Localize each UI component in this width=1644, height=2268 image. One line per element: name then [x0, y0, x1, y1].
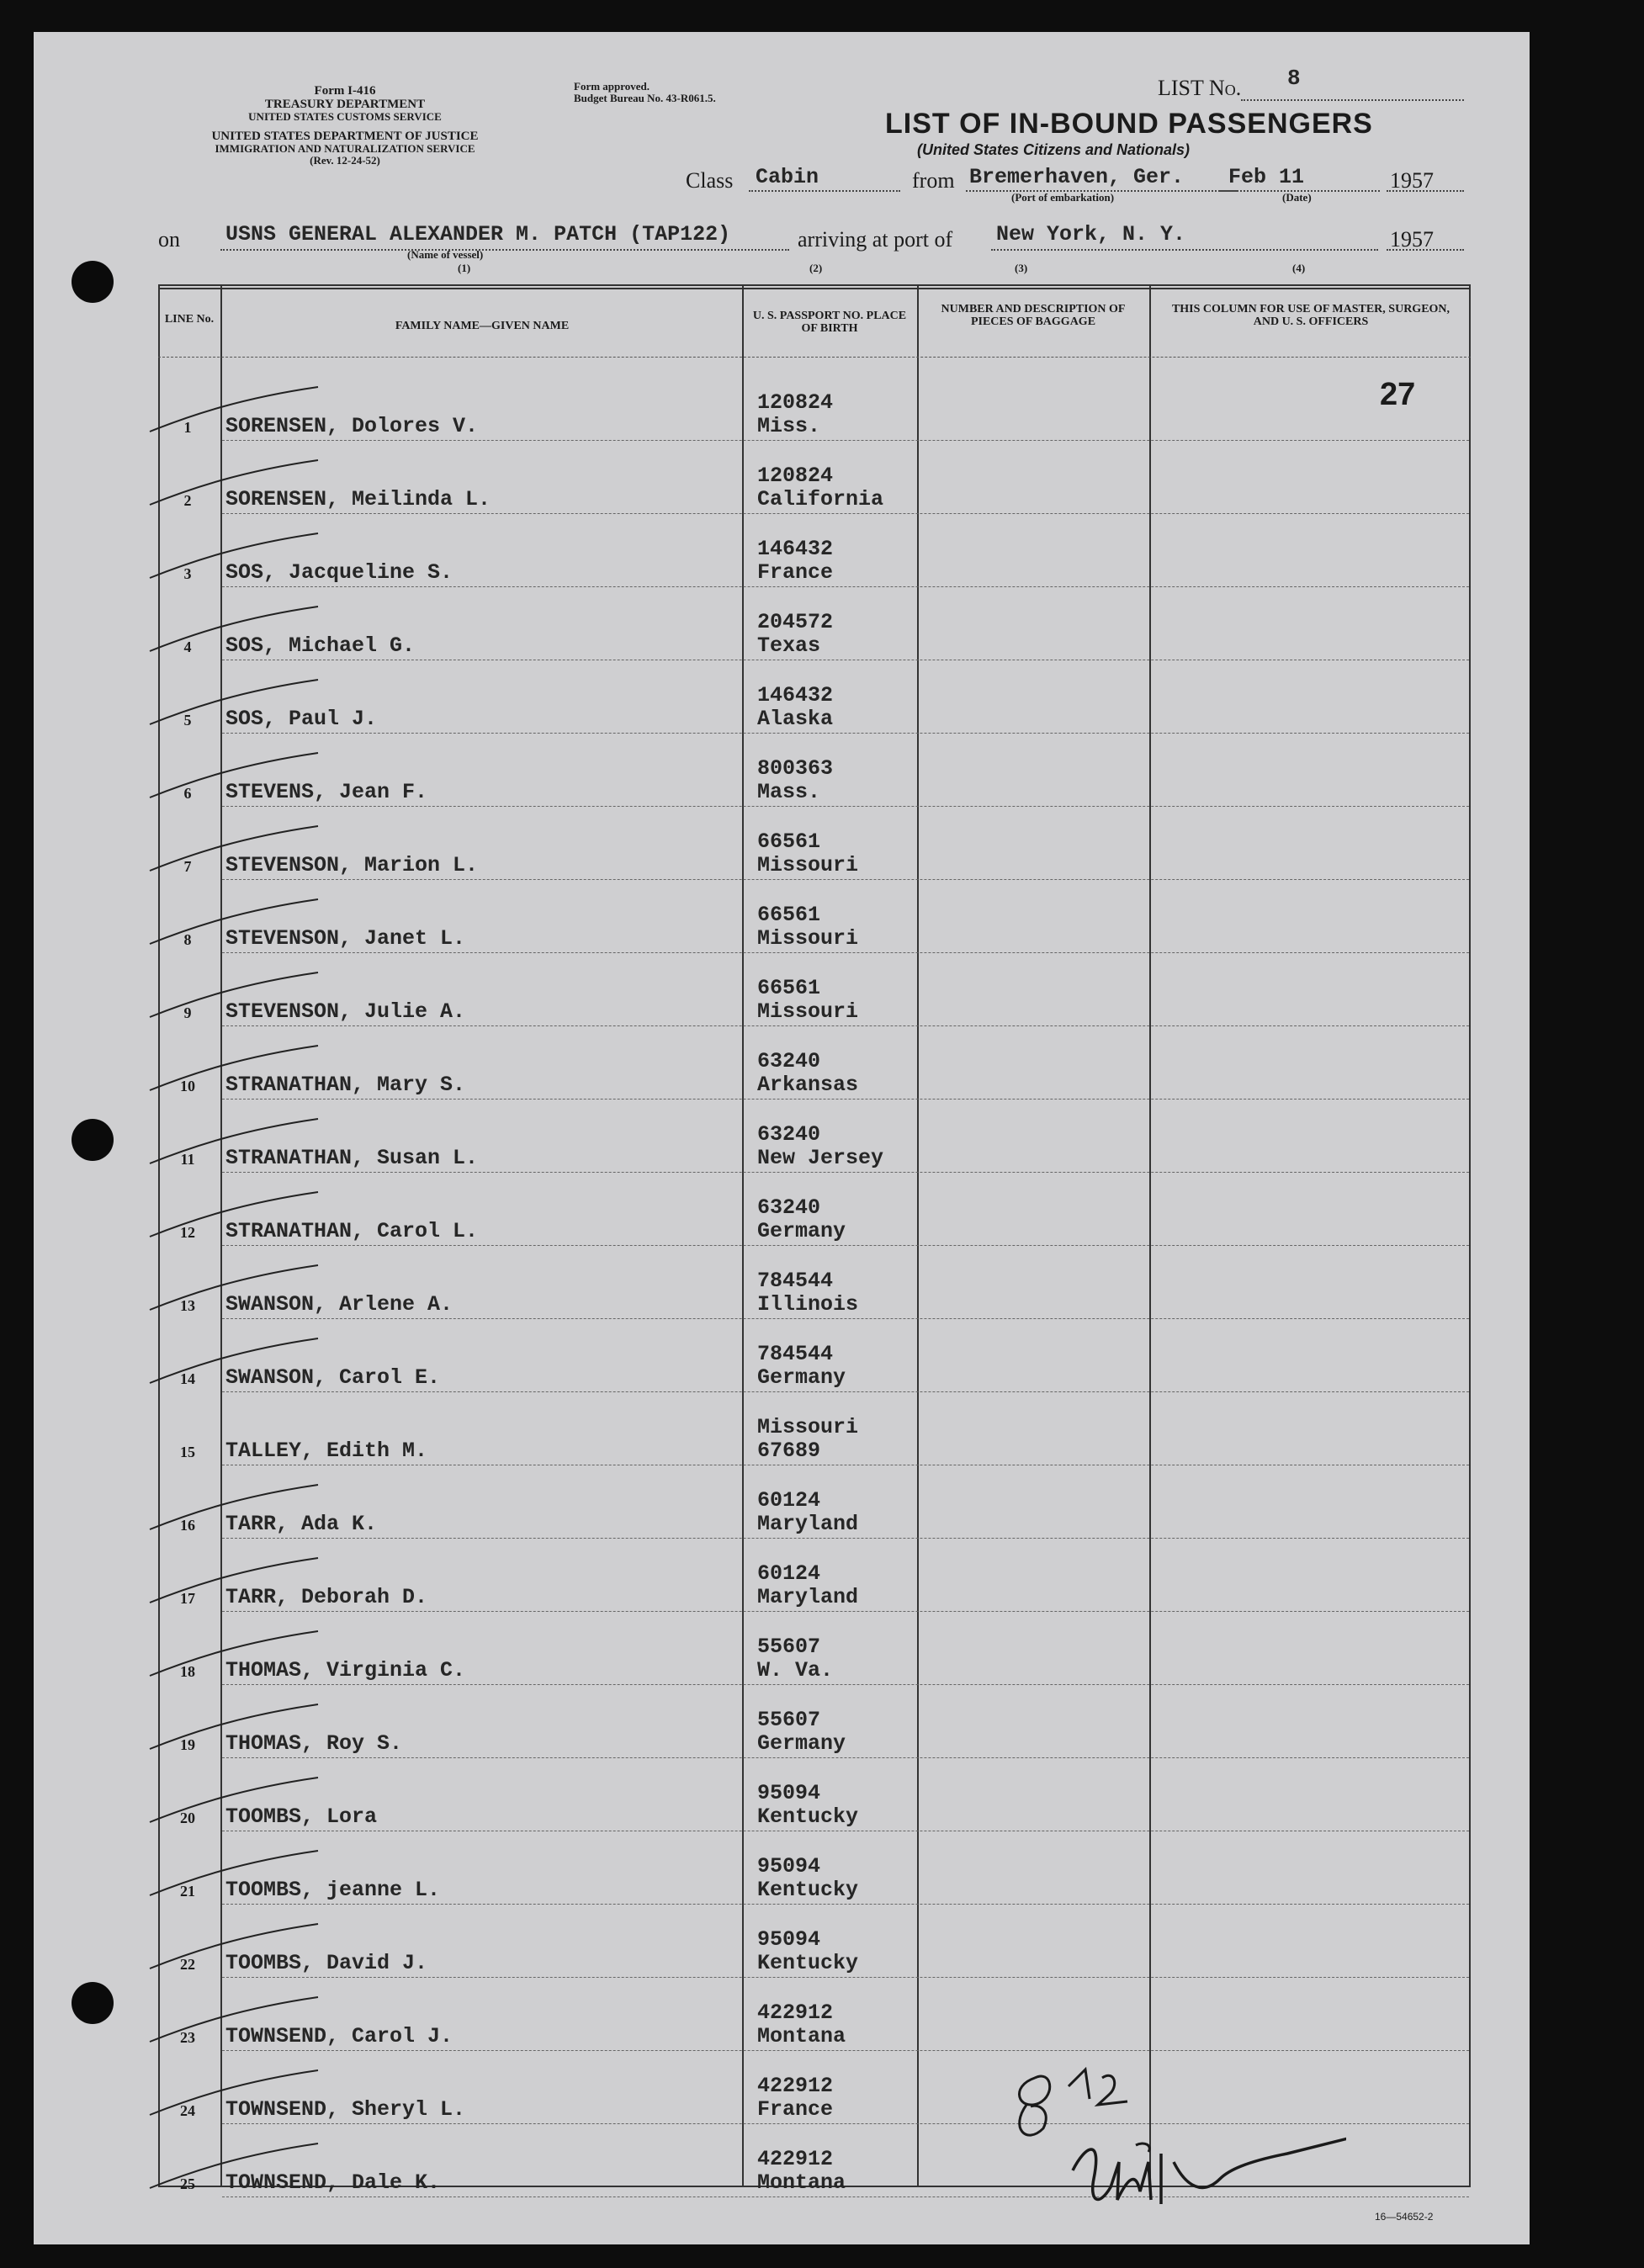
year-1-underline: [1387, 190, 1464, 192]
row-passenger-name: TOOMBS, David J.: [225, 1951, 428, 1975]
row-line-number: 13: [180, 1297, 195, 1314]
row-separator: [222, 1611, 1469, 1612]
check-mark-stroke: [141, 2069, 326, 2119]
check-mark-stroke: [141, 751, 326, 802]
passenger-table: [158, 284, 1471, 2195]
row-passport-cell: [757, 611, 833, 658]
row-place-of-birth: Kentucky: [757, 1804, 859, 1829]
row-place-of-birth: Missouri: [757, 999, 859, 1024]
arriving-label: arriving at port of: [798, 227, 953, 252]
row-passport-cell: [757, 1562, 858, 1609]
row-passport-cell: [757, 684, 833, 731]
row-passport-number: 204572: [757, 610, 834, 634]
row-passport-cell: [757, 1416, 858, 1463]
row-line-number: 20: [180, 1810, 195, 1826]
col-num-1: (1): [458, 262, 471, 274]
table-row: [158, 515, 1471, 588]
row-passport-cell: [757, 830, 858, 877]
row-passport-cell: [757, 2148, 846, 2195]
row-separator: [222, 1172, 1469, 1173]
punch-hole: [72, 1982, 114, 2024]
vessel-underline: [220, 249, 789, 251]
row-line-number: 19: [180, 1736, 195, 1753]
check-mark-stroke: [141, 385, 326, 436]
row-passport-cell: [757, 1489, 858, 1536]
row-passenger-name: TOOMBS, Lora: [225, 1804, 378, 1829]
row-line-number: 22: [180, 1956, 195, 1973]
check-mark-stroke: [141, 1922, 326, 1973]
row-place-of-birth: W. Va.: [757, 1658, 834, 1682]
row-place-of-birth: Montana: [757, 2024, 846, 2048]
arrival-underline: [991, 249, 1378, 251]
row-passenger-name: TOWNSEND, Dale K.: [225, 2170, 441, 2195]
row-line-number: 18: [180, 1663, 195, 1680]
table-row: [158, 954, 1471, 1027]
row-line-number: 4: [183, 639, 192, 655]
class-label: Class: [686, 168, 734, 193]
row-line-number: 1: [183, 419, 192, 436]
row-passenger-name: STRANATHAN, Carol L.: [225, 1219, 479, 1243]
row-passport-cell: [757, 2001, 846, 2048]
row-passport-number: 146432: [757, 537, 834, 561]
check-mark-stroke: [141, 1483, 326, 1534]
table-row: [158, 1247, 1471, 1320]
handwritten-signature: [993, 2053, 1346, 2238]
row-place-of-birth: Kentucky: [757, 1878, 859, 1902]
row-place-of-birth: Maryland: [757, 1512, 859, 1536]
row-passenger-name: TOWNSEND, Carol J.: [225, 2024, 453, 2048]
row-passport-cell: [757, 1123, 883, 1170]
table-row: [158, 734, 1471, 808]
row-passenger-name: SOS, Michael G.: [225, 633, 416, 658]
table-row: [158, 1466, 1471, 1539]
page-subtitle: (United States Citizens and Nationals): [917, 141, 1191, 158]
form-approval: [574, 81, 716, 104]
table-row: [158, 1759, 1471, 1832]
row-passport-cell: [757, 1269, 858, 1317]
row-passenger-name: SOS, Paul J.: [225, 707, 378, 731]
col-num-3: (3): [1015, 262, 1028, 274]
row-passport-number: 120824: [757, 464, 834, 488]
row-passenger-name: THOMAS, Virginia C.: [225, 1658, 466, 1682]
row-place-of-birth: New Jersey: [757, 1146, 884, 1170]
treasury-dept: TREASURY DEPARTMENT: [264, 98, 426, 111]
table-row: [158, 1100, 1471, 1174]
row-passport-number: 120824: [757, 390, 834, 415]
row-passport-number: 60124: [757, 1561, 821, 1586]
row-passenger-name: TARR, Ada K.: [225, 1512, 378, 1536]
approved-text: Form approved.: [574, 80, 650, 93]
year-2-underline: [1387, 249, 1464, 251]
row-line-number: 7: [183, 858, 192, 875]
row-passport-cell: [757, 1709, 846, 1756]
list-no-value: 8: [1287, 66, 1301, 91]
check-mark-stroke: [141, 1849, 326, 1900]
row-passport-cell: [757, 977, 858, 1024]
row-passport-number: 95094: [757, 1854, 821, 1879]
row-separator: [222, 952, 1469, 953]
row-passport-number: 422912: [757, 2074, 834, 2098]
row-separator: [222, 733, 1469, 734]
bureau-number: Budget Bureau No. 43-R061.5.: [574, 92, 716, 104]
row-line-number: 21: [180, 1883, 195, 1900]
check-mark-stroke: [141, 1190, 326, 1241]
row-place-of-birth: Mass.: [757, 780, 821, 804]
header-baggage: NUMBER AND DESCRIPTION OF PIECES OF BAGGAGE: [941, 303, 1126, 328]
row-passport-cell: [757, 391, 833, 438]
row-separator: [222, 513, 1469, 514]
row-passport-number: 146432: [757, 683, 834, 707]
row-passenger-name: TARR, Deborah D.: [225, 1585, 428, 1609]
row-passport-cell: [757, 757, 833, 804]
table-row: [158, 588, 1471, 661]
revision-date: (Rev. 12-24-52): [310, 154, 380, 167]
row-line-number: 6: [183, 785, 192, 802]
punch-hole: [72, 1119, 114, 1161]
row-passport-number: 63240: [757, 1195, 821, 1220]
table-row: [158, 1686, 1471, 1759]
row-place-of-birth: Germany: [757, 1365, 846, 1390]
table-row: [158, 1905, 1471, 1979]
row-place-of-birth: Texas: [757, 633, 821, 658]
table-row: [158, 1539, 1471, 1613]
row-passport-cell: [757, 1855, 858, 1902]
row-passenger-name: SOS, Jacqueline S.: [225, 560, 453, 585]
date-caption: (Date): [1282, 191, 1312, 204]
customs-service: UNITED STATES CUSTOMS SERVICE: [248, 110, 442, 123]
year-2: 1957: [1390, 227, 1434, 252]
date-value: Feb 11: [1228, 165, 1305, 189]
row-line-number: 23: [180, 2029, 195, 2046]
row-passenger-name: SWANSON, Carol E.: [225, 1365, 441, 1390]
row-passport-number: 63240: [757, 1049, 821, 1073]
table-row: [158, 881, 1471, 954]
row-passport-number: 66561: [757, 903, 821, 927]
row-line-number: 17: [180, 1590, 195, 1607]
check-mark-stroke: [141, 1337, 326, 1387]
row-passport-cell: [757, 1050, 858, 1097]
row-separator: [222, 1391, 1469, 1392]
list-no-underline: [1241, 99, 1464, 101]
row-separator: [222, 1025, 1469, 1026]
year-1: 1957: [1390, 168, 1434, 193]
row-passport-number: 784544: [757, 1342, 834, 1366]
row-place-of-birth: Germany: [757, 1219, 846, 1243]
row-place-of-birth: Missouri: [757, 853, 859, 877]
check-mark-stroke: [141, 824, 326, 875]
check-mark-stroke: [141, 1264, 326, 1314]
row-passport-cell: [757, 2075, 833, 2122]
row-passport-cell: [757, 1782, 858, 1829]
row-separator: [222, 1538, 1469, 1539]
row-line-number: 14: [180, 1370, 195, 1387]
row-separator: [222, 1977, 1469, 1978]
header-passport: U. S. PASSPORT NO. PLACE OF BIRTH: [752, 310, 907, 335]
row-place-of-birth: Missouri: [757, 926, 859, 951]
table-row: [158, 1393, 1471, 1466]
row-passport-number: 66561: [757, 829, 821, 854]
row-line-number: 9: [183, 1004, 192, 1021]
punch-hole: [72, 261, 114, 303]
row-passport-cell: [757, 1928, 858, 1975]
table-row: [158, 442, 1471, 515]
from-value: Bremerhaven, Ger.: [969, 165, 1185, 189]
check-mark-stroke: [141, 1117, 326, 1168]
vessel-name: USNS GENERAL ALEXANDER M. PATCH (TAP122): [225, 222, 731, 246]
row-separator: [222, 1904, 1469, 1905]
row-passport-cell: [757, 1196, 846, 1243]
row-separator: [222, 806, 1469, 807]
check-mark-stroke: [141, 1703, 326, 1753]
check-mark-stroke: [141, 1629, 326, 1680]
row-passport-number: Missouri: [757, 1415, 859, 1439]
row-passport-number: 800363: [757, 756, 834, 781]
row-line-number: 8: [183, 931, 192, 948]
row-place-of-birth: Germany: [757, 1731, 846, 1756]
row-passenger-name: STEVENSON, Julie A.: [225, 999, 466, 1024]
table-row: [158, 808, 1471, 881]
check-mark-stroke: [141, 605, 326, 655]
row-line-number: 25: [180, 2175, 195, 2192]
vessel-caption: (Name of vessel): [407, 248, 484, 261]
row-passenger-name: SWANSON, Arlene A.: [225, 1292, 453, 1317]
class-value: Cabin: [756, 165, 819, 189]
row-place-of-birth: Arkansas: [757, 1073, 859, 1097]
row-separator: [222, 586, 1469, 587]
row-separator: [222, 440, 1469, 441]
row-separator: [222, 1684, 1469, 1685]
row-passenger-name: TOWNSEND, Sheryl L.: [225, 2097, 466, 2122]
count-annotation: 27: [1380, 377, 1416, 412]
row-separator: [222, 1099, 1469, 1100]
row-passport-cell: [757, 1635, 833, 1682]
header-officers: THIS COLUMN FOR USE OF MASTER, SURGEON, AND U. S. OFFICERS: [1171, 303, 1450, 328]
check-mark-stroke: [141, 2142, 326, 2192]
row-passenger-name: STEVENS, Jean F.: [225, 780, 428, 804]
row-line-number: 11: [180, 1151, 195, 1168]
header-bottom-line: [158, 357, 1471, 358]
check-mark-stroke: [141, 1556, 326, 1607]
row-place-of-birth: California: [757, 487, 884, 511]
port-embark-caption: (Port of embarkation): [1011, 191, 1115, 204]
justice-dept: UNITED STATES DEPARTMENT OF JUSTICE: [211, 130, 479, 143]
row-passenger-name: TALLEY, Edith M.: [225, 1439, 428, 1463]
row-passport-number: 95094: [757, 1781, 821, 1805]
check-mark-stroke: [141, 898, 326, 948]
row-passenger-name: STRANATHAN, Mary S.: [225, 1073, 466, 1097]
check-mark-stroke: [141, 971, 326, 1021]
row-passport-number: 66561: [757, 976, 821, 1000]
row-passport-number: 55607: [757, 1708, 821, 1732]
row-passport-number: 60124: [757, 1488, 821, 1513]
row-separator: [222, 1757, 1469, 1758]
check-mark-stroke: [141, 532, 326, 582]
row-place-of-birth: Maryland: [757, 1585, 859, 1609]
col-num-2: (2): [809, 262, 823, 274]
row-place-of-birth: Kentucky: [757, 1951, 859, 1975]
row-passenger-name: STEVENSON, Marion L.: [225, 853, 479, 877]
row-passport-number: 55607: [757, 1635, 821, 1659]
header-line-no: LINE No.: [164, 313, 215, 326]
row-place-of-birth: Illinois: [757, 1292, 859, 1317]
check-mark-stroke: [141, 678, 326, 729]
table-top-border: [158, 284, 1471, 286]
row-place-of-birth: Miss.: [757, 414, 821, 438]
footer-code: 16—54652-2: [1375, 2211, 1434, 2223]
row-place-of-birth: France: [757, 2097, 834, 2122]
row-passenger-name: THOMAS, Roy S.: [225, 1731, 403, 1756]
table-row: [158, 661, 1471, 734]
row-place-of-birth: 67689: [757, 1439, 821, 1463]
row-line-number: 12: [180, 1224, 195, 1241]
row-line-number: 3: [183, 565, 192, 582]
row-separator: [222, 2050, 1469, 2051]
row-line-number: 2: [183, 492, 192, 509]
row-place-of-birth: Montana: [757, 2170, 846, 2195]
row-line-number: 5: [183, 712, 192, 729]
row-separator: [222, 1318, 1469, 1319]
arrival-port: New York, N. Y.: [996, 222, 1186, 246]
check-mark-stroke: [141, 1995, 326, 2046]
on-label: on: [158, 227, 180, 252]
row-passenger-name: SORENSEN, Meilinda L.: [225, 487, 491, 511]
row-passport-number: 784544: [757, 1269, 834, 1293]
row-passport-number: 63240: [757, 1122, 821, 1147]
row-line-number: 10: [180, 1078, 195, 1094]
row-passenger-name: SORENSEN, Dolores V.: [225, 414, 479, 438]
row-passport-number: 95094: [757, 1927, 821, 1952]
table-row: [158, 1832, 1471, 1905]
row-passport-cell: [757, 464, 883, 511]
ins-service: IMMIGRATION AND NATURALIZATION SERVICE: [215, 142, 475, 155]
row-separator: [222, 1245, 1469, 1246]
table-top-border-inner: [158, 288, 1471, 289]
table-row: [158, 368, 1471, 442]
row-passport-number: 422912: [757, 2147, 834, 2171]
table-row: [158, 1320, 1471, 1393]
row-place-of-birth: Alaska: [757, 707, 834, 731]
row-passenger-name: TOOMBS, jeanne L.: [225, 1878, 441, 1902]
page-title: LIST OF IN-BOUND PASSENGERS: [885, 108, 1373, 140]
row-passenger-name: STEVENSON, Janet L.: [225, 926, 466, 951]
check-mark-stroke: [141, 1776, 326, 1826]
list-no-label: LIST No.: [1158, 76, 1242, 100]
table-row: [158, 1613, 1471, 1686]
row-separator: [222, 879, 1469, 880]
row-line-number: 16: [180, 1517, 195, 1534]
row-place-of-birth: France: [757, 560, 834, 585]
form-header-left: [151, 84, 538, 167]
table-row: [158, 1174, 1471, 1247]
table-row: [158, 1979, 1471, 2052]
from-label: from: [912, 168, 955, 193]
table-row: [158, 1027, 1471, 1100]
row-line-number: 24: [180, 2102, 195, 2119]
row-passport-number: 422912: [757, 2000, 834, 2025]
class-underline: [749, 190, 900, 192]
header-name: FAMILY NAME—GIVEN NAME: [395, 320, 570, 332]
row-passport-cell: [757, 903, 858, 951]
row-passport-cell: [757, 1343, 846, 1390]
col-num-4: (4): [1292, 262, 1306, 274]
check-mark-stroke: [141, 458, 326, 509]
row-passenger-name: STRANATHAN, Susan L.: [225, 1146, 479, 1170]
row-line-number: 15: [180, 1444, 195, 1460]
row-passport-cell: [757, 538, 833, 585]
check-mark-stroke: [141, 1044, 326, 1094]
form-number: Form I-416: [314, 84, 376, 98]
